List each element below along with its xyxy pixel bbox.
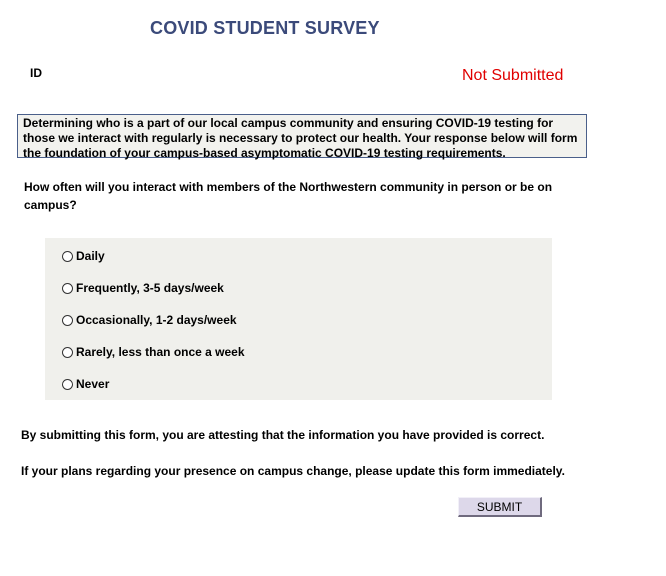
option-rarely[interactable] [62, 344, 245, 360]
option-frequently[interactable] [62, 280, 224, 296]
option-occasionally[interactable] [62, 312, 237, 328]
radio-button[interactable] [62, 347, 73, 358]
radio-button[interactable] [62, 315, 73, 326]
submit-button[interactable]: SUBMIT [458, 497, 542, 517]
option-label: Frequently, 3-5 days/week [76, 281, 224, 295]
question-text: How often will you interact with members of the Northwestern community in person or be on campus? [24, 180, 553, 212]
radio-button[interactable] [62, 283, 73, 294]
attestation-text: By submitting this form, you are attesting that the information you have provided is correct. [21, 428, 545, 442]
update-notice: If your plans regarding your presence on campus change, please update this form immediately. [21, 464, 565, 478]
option-label: Never [76, 377, 110, 391]
option-label: Daily [76, 249, 105, 263]
page-title: COVID STUDENT SURVEY [150, 18, 380, 38]
radio-button[interactable] [62, 251, 73, 262]
option-never[interactable] [62, 376, 109, 392]
options-panel [45, 238, 552, 400]
option-daily[interactable] [62, 248, 105, 264]
info-notice: Determining who is a part of our local campus community and ensuring COVID-19 testing for those we interact with regularly is necessary to protect our health. Your response below will form the foundation of your campus-based asymptomatic COVID-19 testing requirements. [17, 114, 587, 158]
submission-status: Not Submitted [462, 67, 564, 84]
id-label: ID [30, 66, 42, 80]
option-label: Rarely, less than once a week [76, 345, 245, 359]
radio-button[interactable] [62, 379, 73, 390]
option-label: Occasionally, 1-2 days/week [76, 313, 237, 327]
